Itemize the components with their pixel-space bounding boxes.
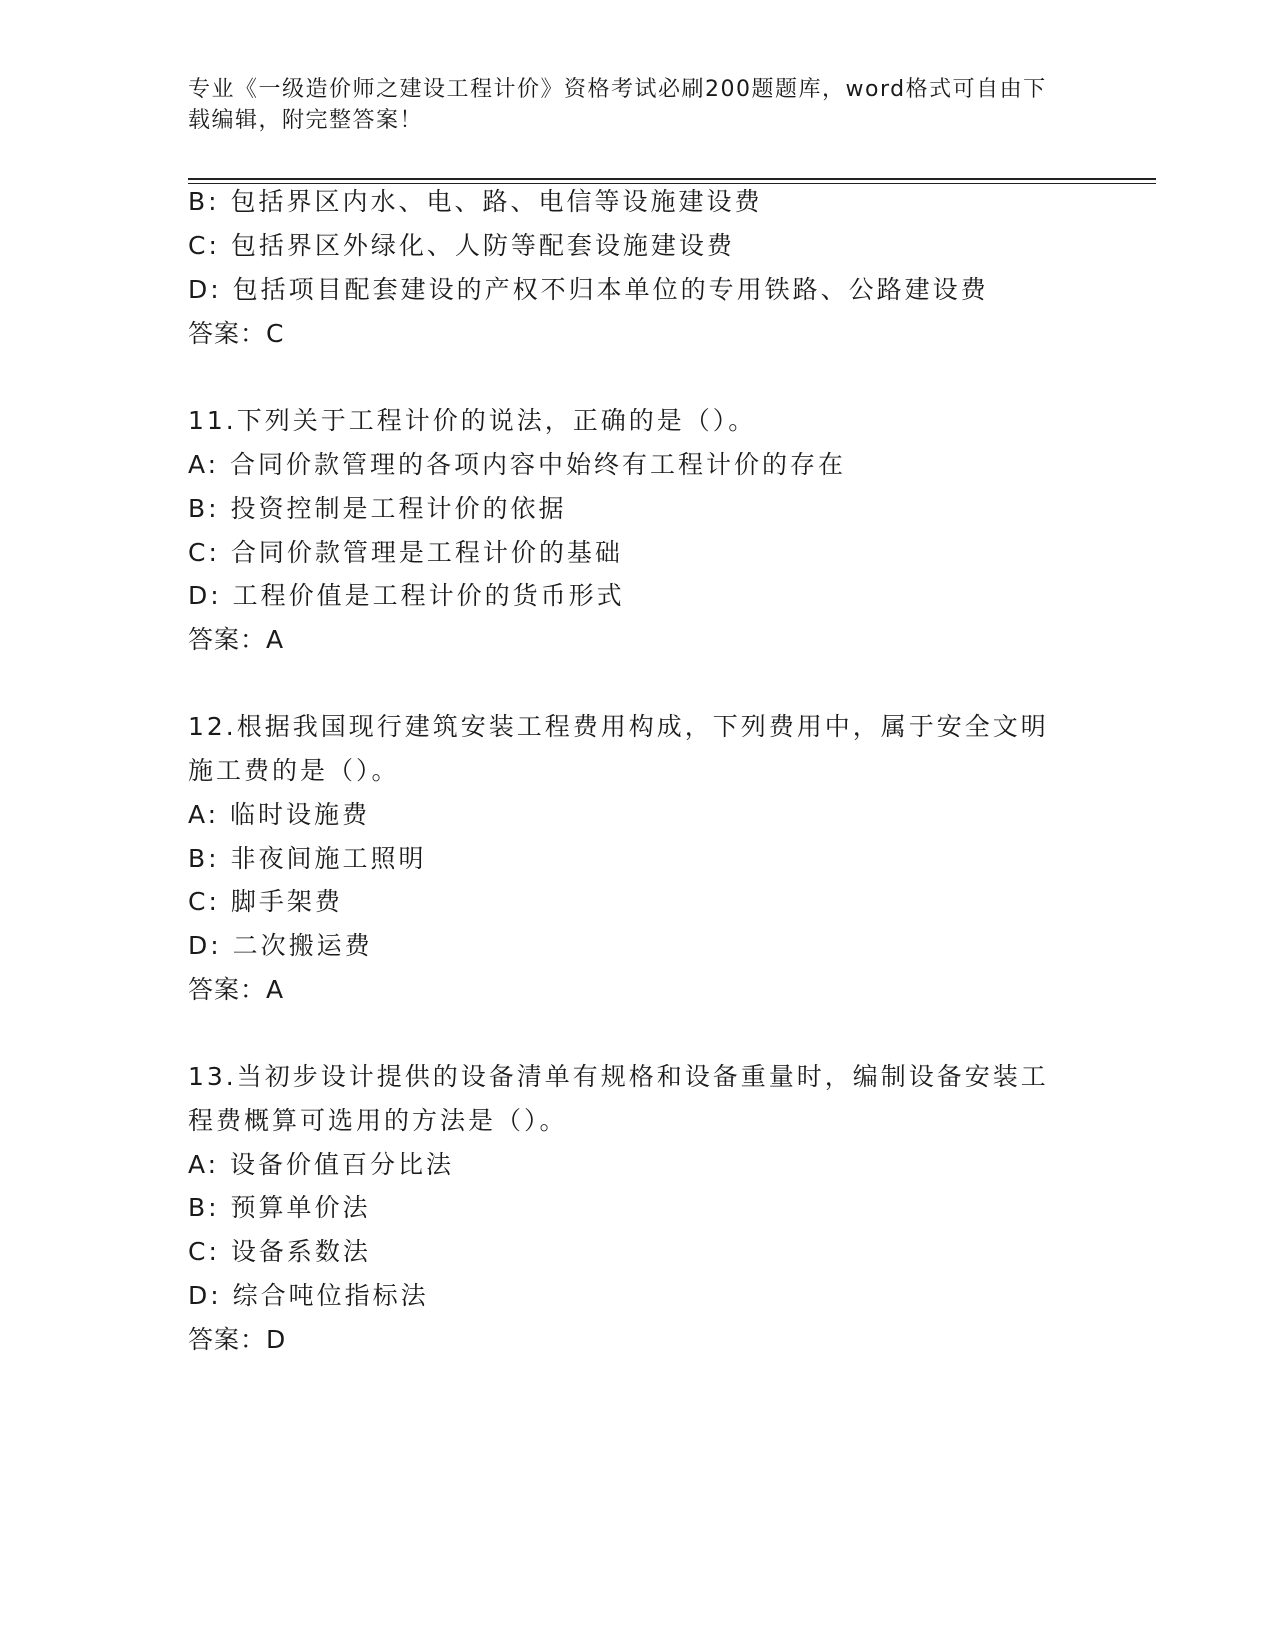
- q13-option-a: A: 设备价值百分比法: [188, 1150, 455, 1179]
- q12-stem-line2: 施工费的是（）。: [188, 756, 400, 785]
- q13-stem-line2: 程费概算可选用的方法是（）。: [188, 1106, 568, 1135]
- q12-option-b: B: 非夜间施工照明: [188, 844, 427, 873]
- q12-option-a: A: 临时设施费: [188, 800, 371, 829]
- q11-option-c: C: 合同价款管理是工程计价的基础: [188, 538, 623, 567]
- q13-option-d: D: 综合吨位指标法: [188, 1281, 429, 1310]
- prev-option-b: B: 包括界区内水、电、路、电信等设施建设费: [188, 187, 763, 216]
- q11-option-a: A: 合同价款管理的各项内容中始终有工程计价的存在: [188, 450, 847, 479]
- q13-option-b: B: 预算单价法: [188, 1193, 371, 1222]
- q13-answer: 答案：D: [188, 1325, 287, 1354]
- q13-option-c: C: 设备系数法: [188, 1237, 371, 1266]
- q11-option-b: B: 投资控制是工程计价的依据: [188, 494, 567, 523]
- q11-option-d: D: 工程价值是工程计价的货币形式: [188, 581, 625, 610]
- q11-stem: 11.下列关于工程计价的说法，正确的是（）。: [188, 406, 757, 435]
- q12-option-c: C: 脚手架费: [188, 887, 343, 916]
- document-header: 专业《一级造价师之建设工程计价》资格考试必刷200题题库，word格式可自由下载编辑，附完整答案！: [188, 77, 1047, 133]
- prev-option-d: D: 包括项目配套建设的产权不归本单位的专用铁路、公路建设费: [188, 275, 989, 304]
- q11-answer: 答案：A: [188, 625, 285, 654]
- q12-answer: 答案：A: [188, 975, 285, 1004]
- prev-answer: 答案：C: [188, 319, 285, 348]
- prev-option-c: C: 包括界区外绿化、人防等配套设施建设费: [188, 231, 735, 260]
- q13-stem-line1: 13.当初步设计提供的设备清单有规格和设备重量时，编制设备安装工: [188, 1062, 1049, 1091]
- q12-option-d: D: 二次搬运费: [188, 931, 373, 960]
- header-rule-thick: [188, 178, 1156, 180]
- q12-stem-line1: 12.根据我国现行建筑安装工程费用构成，下列费用中，属于安全文明: [188, 712, 1049, 741]
- header-rule-thin: [188, 183, 1156, 184]
